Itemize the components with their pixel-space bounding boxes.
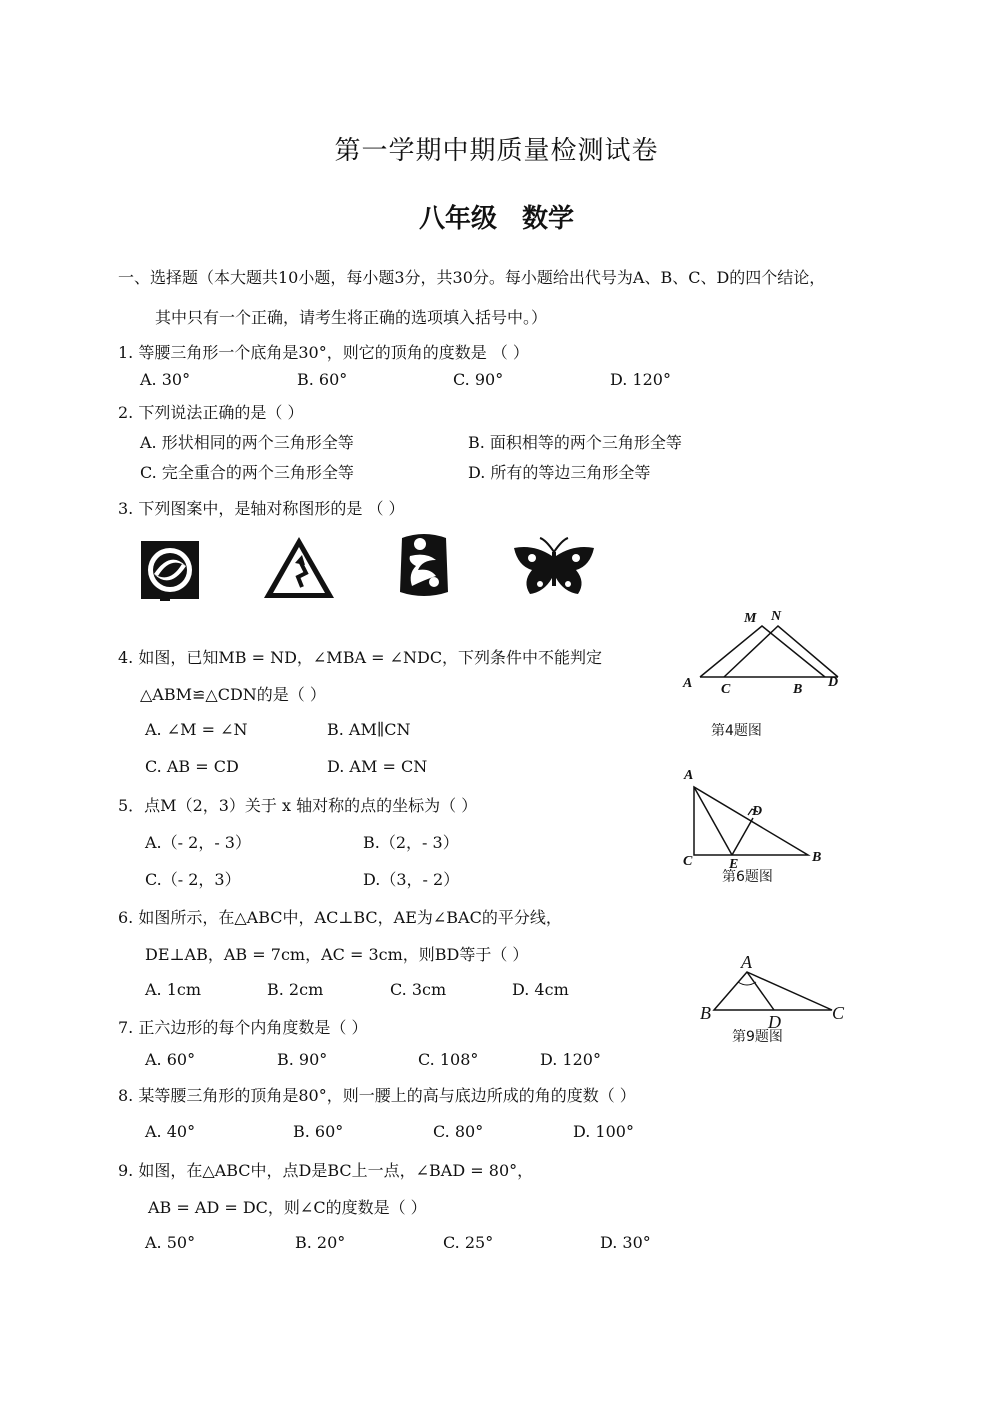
- question-6-stem-2: DE⊥AB，AB = 7cm，AC = 3cm，则BD等于（ ）: [145, 945, 529, 964]
- fig6-label-d: D: [752, 804, 763, 819]
- question-6-option-d: D. 4cm: [512, 980, 569, 999]
- question-9-option-b: B. 20°: [295, 1233, 346, 1252]
- question-9-stem: 9. 如图，在△ABC中，点D是BC上一点，∠BAD = 80°，: [118, 1161, 534, 1180]
- question-5-option-b: B.（2，- 3）: [363, 833, 459, 852]
- question-4-option-d: D. AM = CN: [327, 757, 428, 776]
- fig4-label-d: D: [828, 675, 839, 690]
- pattern-circle-swirl-icon: [140, 540, 202, 602]
- question-7-option-a: A. 60°: [145, 1050, 196, 1069]
- question-9-option-d: D. 30°: [600, 1233, 651, 1252]
- fig6-label-e: E: [729, 857, 739, 872]
- question-2-option-c: C. 完全重合的两个三角形全等: [140, 463, 354, 482]
- fig9-caption: 第9题图: [732, 1029, 783, 1045]
- question-4-stem-2: △ABM≌△CDN的是（ ）: [140, 685, 326, 704]
- page-subtitle: [0, 198, 993, 235]
- question-4-option-b: B. AM∥CN: [327, 720, 411, 739]
- question-7-option-b: B. 90°: [277, 1050, 328, 1069]
- question-5-stem: 5．点M（2，3）关于 x 轴对称的点的坐标为（ ）: [118, 796, 478, 815]
- question-2-option-d: D. 所有的等边三角形全等: [468, 463, 651, 482]
- fig4-label-m: M: [744, 611, 757, 626]
- warning-sign-icon: [262, 535, 336, 601]
- section-instructions-line2: 其中只有一个正确，请考生将正确的选项填入括号中。）: [155, 308, 548, 327]
- question-4-option-a: A. ∠M = ∠N: [145, 720, 248, 739]
- question-4-option-c: C. AB = CD: [145, 757, 239, 776]
- question-2-stem: 2. 下列说法正确的是（ ）: [118, 403, 304, 422]
- question-1-stem: 1. 等腰三角形一个底角是30°，则它的顶角的度数是 （ ）: [118, 343, 529, 362]
- question-8-stem: 8. 某等腰三角形的顶角是80°，则一腰上的高与底边所成的角的度数（ ）: [118, 1086, 636, 1105]
- question-3-stem: 3. 下列图案中，是轴对称图形的是 （ ）: [118, 499, 405, 518]
- question-5-option-d: D.（3，- 2）: [363, 870, 460, 889]
- fig9-label-b: B: [700, 1003, 711, 1023]
- fig9-label-c: C: [832, 1003, 845, 1023]
- question-2-option-a: A. 形状相同的两个三角形全等: [140, 433, 354, 452]
- fig6-caption: 第6题图: [722, 869, 773, 885]
- fig9-label-a: A: [741, 952, 752, 972]
- fig6-label-b: B: [812, 850, 822, 865]
- fig9-label-d: D: [768, 1012, 781, 1032]
- question-8-option-a: A. 40°: [145, 1122, 196, 1141]
- question-6-stem: 6. 如图所示，在△ABC中，AC⊥BC，AE为∠BAC的平分线，: [118, 908, 562, 927]
- question-5-option-c: C.（- 2，3）: [145, 870, 241, 889]
- question-6-option-c: C. 3cm: [390, 980, 447, 999]
- question-1-option-a: A. 30°: [140, 370, 191, 389]
- question-9-option-a: A. 50°: [145, 1233, 196, 1252]
- section-instructions-line1: 一、选择题（本大题共10小题，每小题3分，共30分。每小题给出代号为A、B、C、D的四个结论，: [118, 268, 826, 287]
- page-title: 第一学期中期质量检测试卷: [334, 136, 659, 166]
- fig6-label-a: A: [684, 768, 694, 783]
- fig4-caption: 第4题图: [711, 723, 762, 739]
- question-6-option-b: B. 2cm: [267, 980, 324, 999]
- question-8-option-d: D. 100°: [573, 1122, 634, 1141]
- fig4-label-n: N: [771, 609, 782, 624]
- beijing-seal-icon: [396, 530, 452, 600]
- question-9-option-c: C. 25°: [443, 1233, 494, 1252]
- grade-label: 八年级: [418, 204, 497, 234]
- fig6-label-c: C: [683, 854, 693, 869]
- question-8-option-b: B. 60°: [293, 1122, 344, 1141]
- question-7-option-d: D. 120°: [540, 1050, 601, 1069]
- fig4-label-c: C: [721, 682, 731, 697]
- question-4-stem: 4. 如图，已知MB = ND，∠MBA = ∠NDC，下列条件中不能判定: [118, 648, 603, 667]
- question-1-option-c: C. 90°: [453, 370, 504, 389]
- question-1-option-d: D. 120°: [610, 370, 671, 389]
- question-7-stem: 7. 正六边形的每个内角度数是（ ）: [118, 1018, 368, 1037]
- fig4-label-b: B: [793, 682, 803, 697]
- question-2-option-b: B. 面积相等的两个三角形全等: [468, 433, 682, 452]
- question-1-option-b: B. 60°: [297, 370, 348, 389]
- figure-6-diagram: [680, 770, 830, 870]
- fig4-label-a: A: [683, 676, 693, 691]
- question-5-option-a: A.（- 2，- 3）: [145, 833, 251, 852]
- question-6-option-a: A. 1cm: [145, 980, 202, 999]
- question-9-stem-2: AB = AD = DC，则∠C的度数是（ ）: [148, 1198, 427, 1217]
- butterfly-icon: [512, 538, 596, 598]
- subject-label: 数学: [522, 204, 575, 234]
- question-7-option-c: C. 108°: [418, 1050, 479, 1069]
- figure-4-diagram: [680, 610, 850, 740]
- question-8-option-c: C. 80°: [433, 1122, 484, 1141]
